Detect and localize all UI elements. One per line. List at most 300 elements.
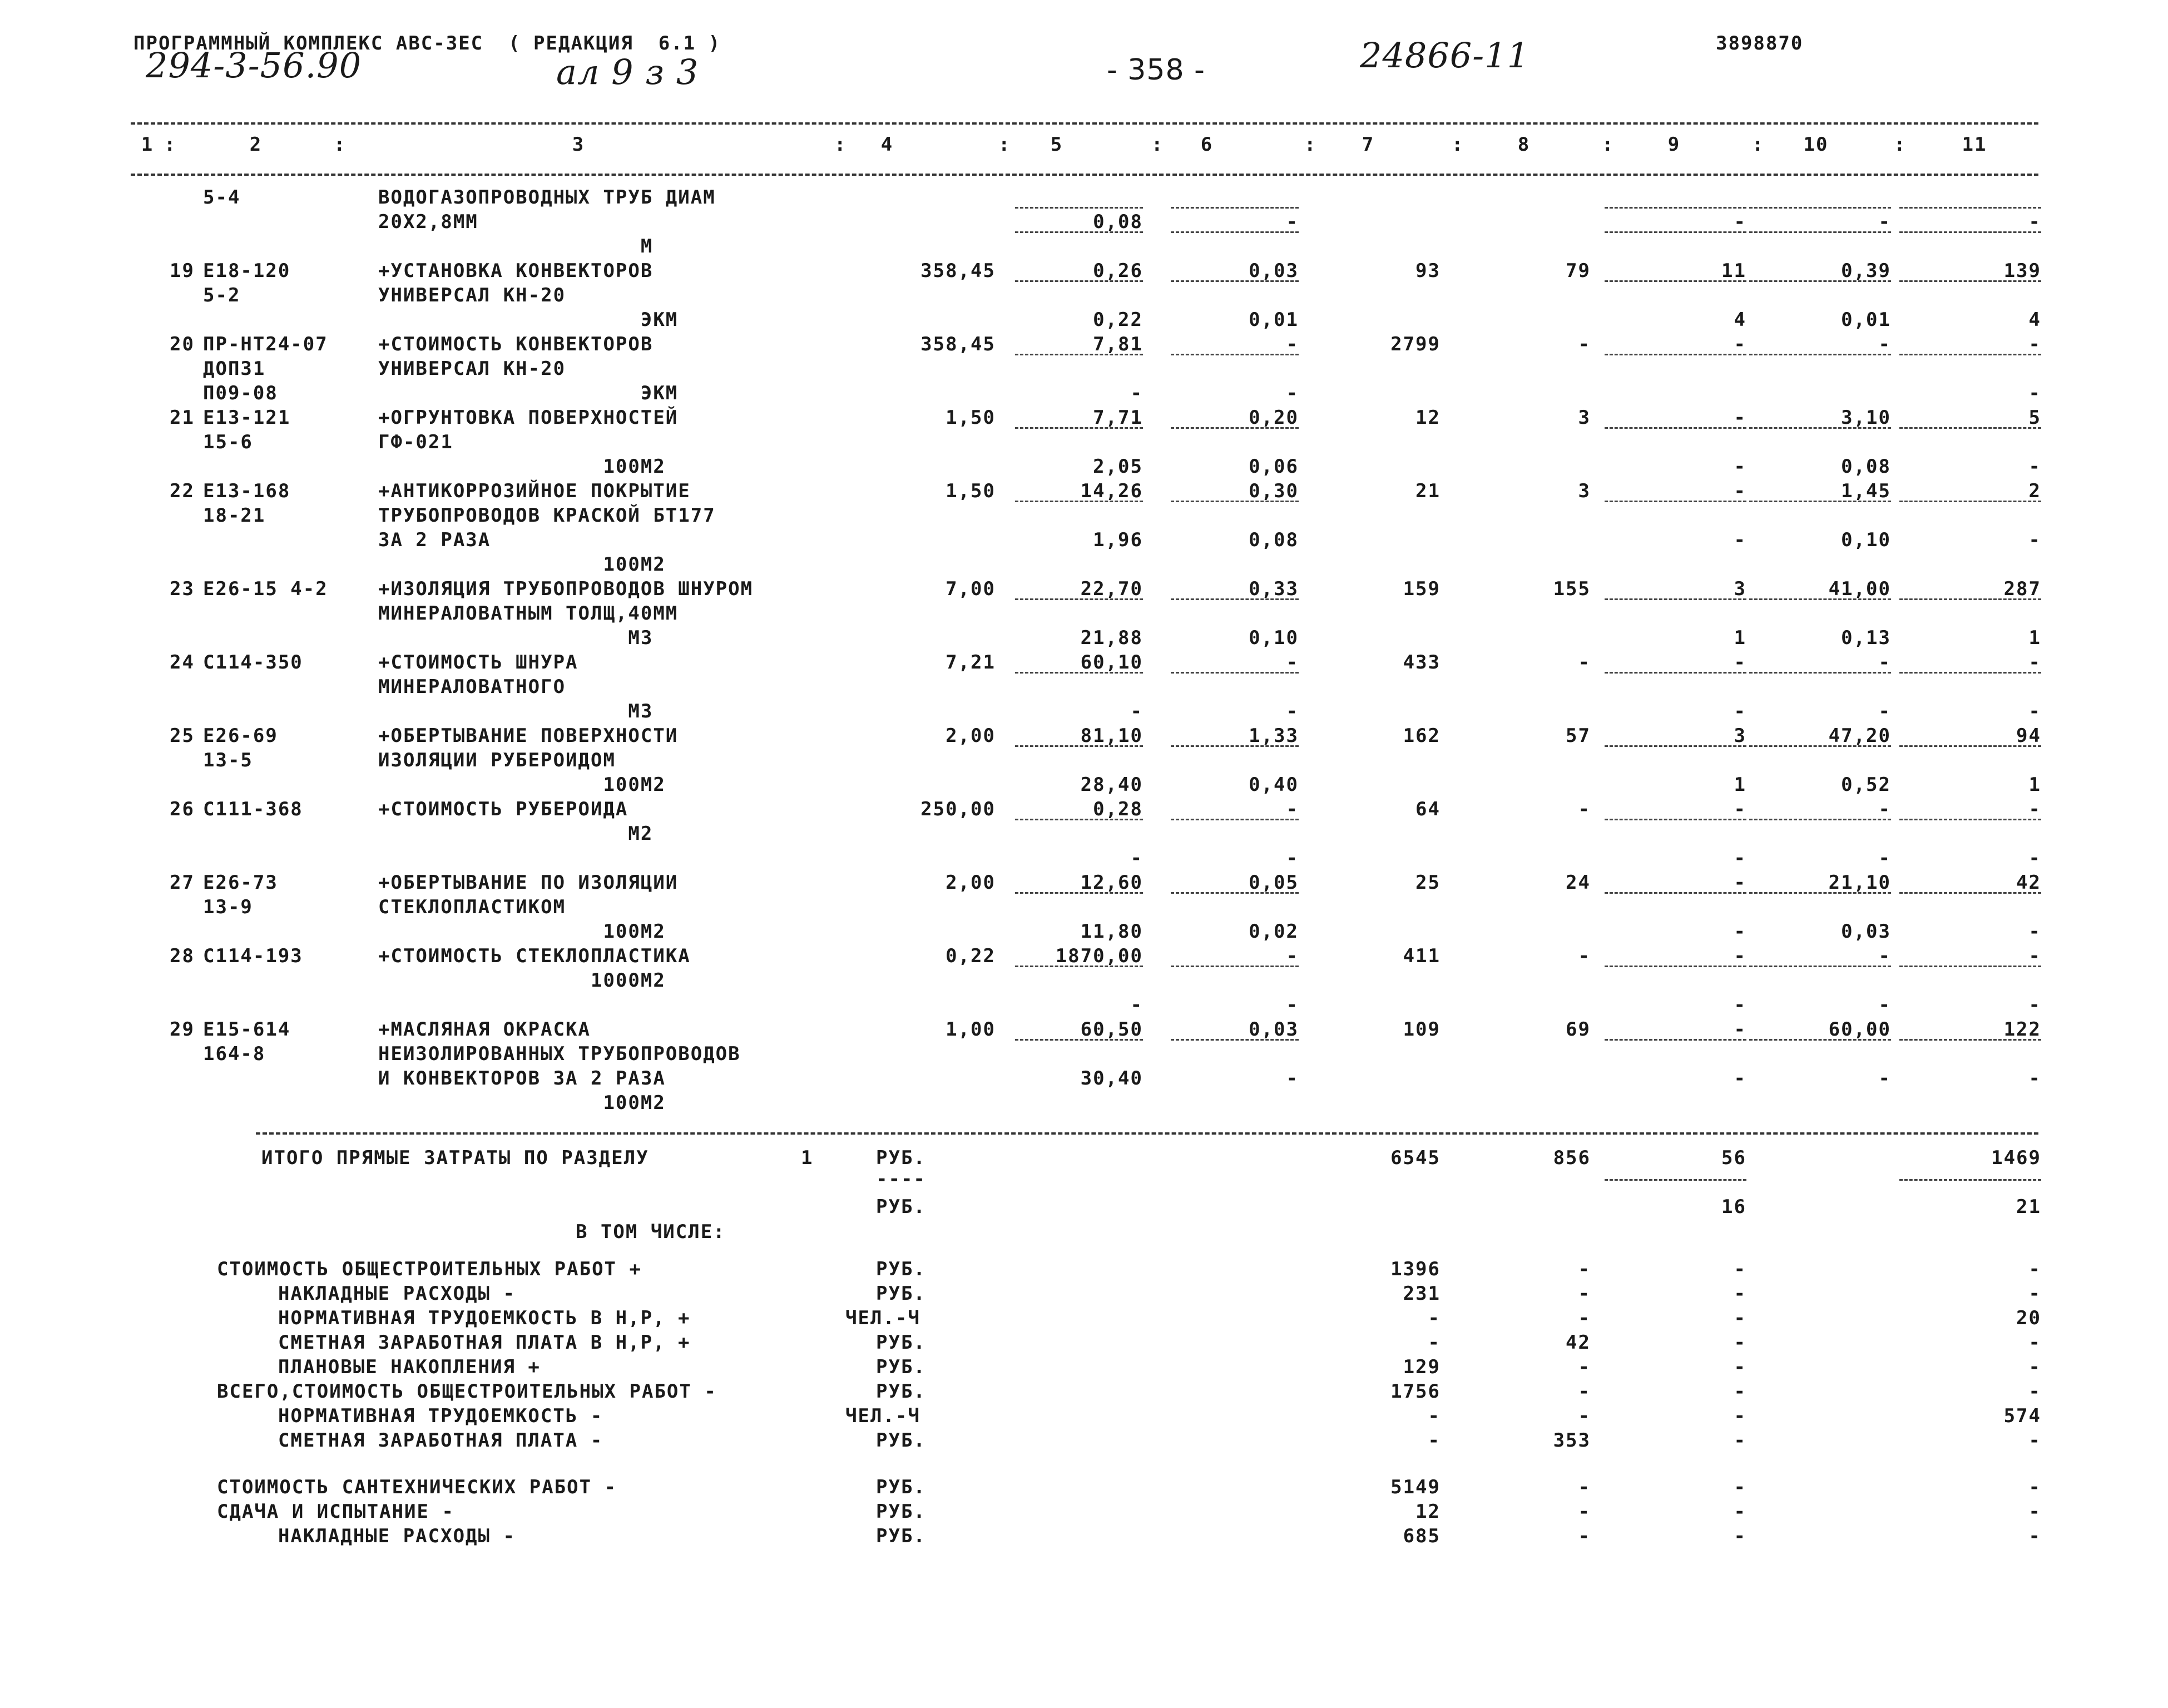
cell-divider xyxy=(1015,672,1143,674)
cell-col2: Е26-69 xyxy=(203,725,278,747)
cell-col3: 100М2 xyxy=(378,920,666,943)
cell-col5: 1870,00 xyxy=(1055,945,1143,967)
cell-col6: - xyxy=(1286,847,1299,869)
cell-col5: 60,50 xyxy=(1080,1018,1143,1041)
column-header-11: 11 xyxy=(1962,133,1987,156)
cell-col7: 64 xyxy=(1415,798,1441,820)
cell-col10: - xyxy=(1878,333,1891,355)
cell-divider xyxy=(1899,1039,2041,1041)
cell-col11: - xyxy=(2028,529,2041,551)
cell-col4: 358,45 xyxy=(920,260,996,282)
cell-divider xyxy=(1749,672,1891,674)
cell-col5: - xyxy=(1130,994,1143,1016)
summary-label: СДАЧА И ИСПЫТАНИЕ - xyxy=(217,1501,454,1523)
cell-col3: М2 xyxy=(378,823,654,845)
cell-col9: - xyxy=(1734,700,1746,722)
cell-col8: - xyxy=(1578,651,1591,674)
summary-col7: 12 xyxy=(1415,1501,1441,1523)
cell-col5: 60,10 xyxy=(1080,651,1143,674)
summary-col7: 5149 xyxy=(1390,1476,1441,1498)
cell-col3: М3 xyxy=(378,627,654,649)
summary-col9: - xyxy=(1734,1429,1746,1452)
cell-col10: - xyxy=(1878,798,1891,820)
summary-label: СМЕТНАЯ ЗАРАБОТНАЯ ПЛАТА В Н,Р, + xyxy=(278,1331,691,1354)
cell-col8: 79 xyxy=(1566,260,1591,282)
cell-col7: 162 xyxy=(1403,725,1441,747)
cell-col11: 122 xyxy=(2003,1018,2041,1041)
summary-unit: РУБ. xyxy=(876,1501,926,1523)
cell-col3: СТЕКЛОПЛАСТИКОМ xyxy=(378,896,566,918)
cell-divider xyxy=(1171,231,1299,233)
cell-col10: - xyxy=(1878,651,1891,674)
cell-divider xyxy=(1171,207,1299,209)
summary-unit: РУБ. xyxy=(876,1331,926,1354)
cell-divider xyxy=(1015,1039,1143,1041)
totals-labor: 1469 xyxy=(1991,1147,2041,1169)
cell-divider xyxy=(1749,231,1891,233)
summary-col9: - xyxy=(1734,1331,1746,1354)
cell-col5: 7,71 xyxy=(1093,407,1143,429)
cell-col6: - xyxy=(1286,211,1299,233)
cell-col4: 358,45 xyxy=(920,333,996,355)
cell-divider xyxy=(1899,672,2041,674)
cell-col5: 12,60 xyxy=(1080,872,1143,894)
summary-col11: - xyxy=(2028,1356,2041,1378)
handwritten-estimate-number: 24866-11 xyxy=(1360,35,1530,76)
summary-unit: РУБ. xyxy=(876,1525,926,1547)
cell-col5: - xyxy=(1130,847,1143,869)
cell-divider xyxy=(1171,598,1299,600)
summary-col8: - xyxy=(1578,1476,1591,1498)
cell-col8: - xyxy=(1578,798,1591,820)
cell-col5: 28,40 xyxy=(1080,774,1143,796)
cell-col10: 0,03 xyxy=(1841,920,1891,943)
cell-divider xyxy=(1015,427,1143,429)
summary-unit: ЧЕЛ.-Ч xyxy=(845,1307,920,1329)
cell-divider xyxy=(1171,672,1299,674)
cell-col6: 0,30 xyxy=(1249,480,1299,502)
summary-col8: - xyxy=(1578,1356,1591,1378)
cell-col1: 26 xyxy=(170,798,195,820)
summary-col7: 129 xyxy=(1403,1356,1441,1378)
table-top-rule xyxy=(131,122,2038,125)
cell-col7: 109 xyxy=(1403,1018,1441,1041)
summary-col7: 685 xyxy=(1403,1525,1441,1547)
cell-col10: 0,10 xyxy=(1841,529,1891,551)
cell-col3: +СТОИМОСТЬ ШНУРА xyxy=(378,651,578,674)
cell-divider xyxy=(1015,819,1143,820)
cell-col6: 0,40 xyxy=(1249,774,1299,796)
cell-divider xyxy=(1015,501,1143,502)
cell-col2: 13-9 xyxy=(203,896,253,918)
cell-col6: 0,03 xyxy=(1249,1018,1299,1041)
cell-col11: - xyxy=(2028,651,2041,674)
cell-divider xyxy=(1015,207,1143,209)
cell-col9: - xyxy=(1734,529,1746,551)
cell-col1: 22 xyxy=(170,480,195,502)
summary-col9: - xyxy=(1734,1525,1746,1547)
cell-col7: 21 xyxy=(1415,480,1441,502)
column-header-7: 7 xyxy=(1362,133,1375,156)
summary-label: НАКЛАДНЫЕ РАСХОДЫ - xyxy=(278,1525,516,1547)
summary-label: СТОИМОСТЬ ОБЩЕСТРОИТЕЛЬНЫХ РАБОТ + xyxy=(217,1258,642,1280)
cell-col6: 0,10 xyxy=(1249,627,1299,649)
cell-col8: 24 xyxy=(1566,872,1591,894)
cell-divider xyxy=(1171,966,1299,967)
summary-label: НОРМАТИВНАЯ ТРУДОЕМКОСТЬ В Н,Р, + xyxy=(278,1307,691,1329)
cell-col3: +СТОИМОСТЬ КОНВЕКТОРОВ xyxy=(378,333,654,355)
totals-dashes: ---- xyxy=(876,1168,926,1190)
summary-col11: - xyxy=(2028,1525,2041,1547)
cell-divider xyxy=(1605,672,1746,674)
cell-divider xyxy=(1899,598,2041,600)
summary-col11: - xyxy=(2028,1476,2041,1498)
cell-col6: - xyxy=(1286,382,1299,404)
summary-col7: - xyxy=(1428,1331,1441,1354)
cell-divider xyxy=(1605,231,1746,233)
cell-col6: - xyxy=(1286,333,1299,355)
cell-col5: 81,10 xyxy=(1080,725,1143,747)
cell-col3: УНИВЕРСАЛ КН-20 xyxy=(378,358,566,380)
summary-label: ВСЕГО,СТОИМОСТЬ ОБЩЕСТРОИТЕЛЬНЫХ РАБОТ - xyxy=(217,1380,717,1403)
summary-col11: 574 xyxy=(2003,1405,2041,1427)
summary-col9: - xyxy=(1734,1283,1746,1305)
cell-col10: - xyxy=(1878,211,1891,233)
totals-wages: 856 xyxy=(1553,1147,1591,1169)
cell-col3: МИНЕРАЛОВАТНОГО xyxy=(378,676,566,698)
cell-col9: - xyxy=(1734,456,1746,478)
cell-col11: 42 xyxy=(2016,872,2041,894)
cell-col11: - xyxy=(2028,945,2041,967)
summary-col8: - xyxy=(1578,1501,1591,1523)
cell-divider xyxy=(1171,501,1299,502)
cell-col3: 100М2 xyxy=(378,1092,666,1114)
cell-col9: - xyxy=(1734,211,1746,233)
cell-col3: УНИВЕРСАЛ КН-20 xyxy=(378,284,566,306)
totals-section: 1 xyxy=(801,1147,814,1169)
cell-divider xyxy=(1749,892,1891,894)
cell-divider xyxy=(1749,280,1891,282)
cell-col3: +УСТАНОВКА КОНВЕКТОРОВ xyxy=(378,260,654,282)
totals-machines-wage: 16 xyxy=(1721,1196,1746,1218)
cell-col11: - xyxy=(2028,333,2041,355)
cell-col2: Е26-15 4-2 xyxy=(203,578,328,600)
cell-col1: 27 xyxy=(170,872,195,894)
summary-unit: РУБ. xyxy=(876,1476,926,1498)
cell-divider xyxy=(1605,354,1746,355)
cell-col3: 100М2 xyxy=(378,774,666,796)
cell-col7: 2799 xyxy=(1390,333,1441,355)
summary-col9: - xyxy=(1734,1380,1746,1403)
cell-divider xyxy=(1605,892,1746,894)
cell-divider xyxy=(1015,598,1143,600)
cell-col2: П09-08 xyxy=(203,382,278,404)
cell-col3: +АНТИКОРРОЗИЙНОЕ ПОКРЫТИЕ xyxy=(378,480,691,502)
summary-col8: 42 xyxy=(1566,1331,1591,1354)
cell-col6: - xyxy=(1286,994,1299,1016)
cell-col3: +ИЗОЛЯЦИЯ ТРУБОПРОВОДОВ ШНУРОМ xyxy=(378,578,754,600)
cell-col5: 2,05 xyxy=(1093,456,1143,478)
cell-col3: МИНЕРАЛОВАТНЫМ ТОЛЩ,40ММ xyxy=(378,602,679,625)
cell-col3: 100М2 xyxy=(378,456,666,478)
cell-col2: С114-350 xyxy=(203,651,303,674)
cell-col4: 1,50 xyxy=(946,480,996,502)
cell-col10: 0,52 xyxy=(1841,774,1891,796)
column-separator: : xyxy=(164,133,177,156)
cell-divider xyxy=(1899,427,2041,429)
column-separator: : xyxy=(1452,133,1464,156)
cell-col11: 1 xyxy=(2028,627,2041,649)
cell-col4: 1,00 xyxy=(946,1018,996,1041)
cell-col3: ВОДОГАЗОПРОВОДНЫХ ТРУБ ДИАМ xyxy=(378,186,716,209)
column-header-3: 3 xyxy=(572,133,585,156)
column-header-10: 10 xyxy=(1803,133,1829,156)
summary-col9: - xyxy=(1734,1405,1746,1427)
column-separator: : xyxy=(998,133,1011,156)
cell-col6: - xyxy=(1286,700,1299,722)
summary-col11: - xyxy=(2028,1501,2041,1523)
cell-divider xyxy=(1605,501,1746,502)
cell-col10: 0,39 xyxy=(1841,260,1891,282)
cell-divider xyxy=(1171,280,1299,282)
cell-col11: 4 xyxy=(2028,309,2041,331)
cell-col3: +ОБЕРТЫВАНИЕ ПОВЕРХНОСТИ xyxy=(378,725,679,747)
cell-divider xyxy=(1171,745,1299,747)
cell-col6: 0,08 xyxy=(1249,529,1299,551)
cell-col4: 2,00 xyxy=(946,872,996,894)
cell-divider xyxy=(1749,598,1891,600)
cell-divider xyxy=(1605,745,1746,747)
cell-col6: 1,33 xyxy=(1249,725,1299,747)
cell-col1: 19 xyxy=(170,260,195,282)
cell-col9: - xyxy=(1734,651,1746,674)
summary-label: ПЛАНОВЫЕ НАКОПЛЕНИЯ + xyxy=(278,1356,541,1378)
column-separator: : xyxy=(1151,133,1164,156)
cell-col6: - xyxy=(1286,798,1299,820)
cell-col3: +МАСЛЯНАЯ ОКРАСКА xyxy=(378,1018,591,1041)
cell-col1: 24 xyxy=(170,651,195,674)
cell-divider xyxy=(1605,1039,1746,1041)
summary-col7: - xyxy=(1428,1405,1441,1427)
cell-col5: 11,80 xyxy=(1080,920,1143,943)
cell-divider xyxy=(1605,280,1746,282)
column-header-5: 5 xyxy=(1050,133,1063,156)
summary-unit: РУБ. xyxy=(876,1258,926,1280)
cell-col8: 3 xyxy=(1578,480,1591,502)
cell-col1: 25 xyxy=(170,725,195,747)
cell-col10: 41,00 xyxy=(1828,578,1891,600)
document-code: 3898870 xyxy=(1716,32,1804,55)
cell-col9: - xyxy=(1734,872,1746,894)
cell-col9: 3 xyxy=(1734,725,1746,747)
cell-col8: 155 xyxy=(1553,578,1591,600)
cell-col6: - xyxy=(1286,1067,1299,1090)
cell-col10: 60,00 xyxy=(1828,1018,1891,1041)
cell-col10: - xyxy=(1878,945,1891,967)
cell-col6: 0,01 xyxy=(1249,309,1299,331)
totals-total-cost: 6545 xyxy=(1390,1147,1441,1169)
cell-col6: 0,05 xyxy=(1249,872,1299,894)
totals-rule-9 xyxy=(1605,1179,1746,1181)
column-separator: : xyxy=(834,133,847,156)
cell-divider xyxy=(1899,819,2041,820)
summary-label: СМЕТНАЯ ЗАРАБОТНАЯ ПЛАТА - xyxy=(278,1429,603,1452)
cell-col9: 4 xyxy=(1734,309,1746,331)
table-header-rule xyxy=(131,174,2038,176)
summary-col11: - xyxy=(2028,1331,2041,1354)
cell-col9: 1 xyxy=(1734,627,1746,649)
summary-col9: - xyxy=(1734,1501,1746,1523)
cell-col2: Е18-120 xyxy=(203,260,291,282)
column-separator: : xyxy=(1894,133,1907,156)
summary-col11: - xyxy=(2028,1283,2041,1305)
cell-divider xyxy=(1899,231,2041,233)
cell-col9: - xyxy=(1734,333,1746,355)
totals-rule-11 xyxy=(1899,1179,2041,1181)
cell-divider xyxy=(1899,966,2041,967)
cell-col2: ПР-НТ24-07 xyxy=(203,333,328,355)
cell-col8: - xyxy=(1578,333,1591,355)
totals-label: ИТОГО ПРЯМЫЕ ЗАТРАТЫ ПО РАЗДЕЛУ xyxy=(261,1147,649,1169)
cell-col3: 100М2 xyxy=(378,553,666,576)
cell-col2: 5-2 xyxy=(203,284,241,306)
cell-col5: 21,88 xyxy=(1080,627,1143,649)
summary-col11: - xyxy=(2028,1429,2041,1452)
cell-col9: - xyxy=(1734,994,1746,1016)
cell-col11: - xyxy=(2028,700,2041,722)
cell-divider xyxy=(1899,207,2041,209)
cell-col6: 0,03 xyxy=(1249,260,1299,282)
summary-col8: - xyxy=(1578,1525,1591,1547)
cell-col11: - xyxy=(2028,798,2041,820)
summary-col9: - xyxy=(1734,1476,1746,1498)
cell-col9: - xyxy=(1734,945,1746,967)
cell-divider xyxy=(1171,354,1299,355)
cell-divider xyxy=(1015,280,1143,282)
cell-col5: 1,96 xyxy=(1093,529,1143,551)
summary-col9: - xyxy=(1734,1258,1746,1280)
summary-col8: - xyxy=(1578,1258,1591,1280)
cell-col9: 1 xyxy=(1734,774,1746,796)
cell-col9: - xyxy=(1734,920,1746,943)
cell-col5: 0,26 xyxy=(1093,260,1143,282)
cell-col2: 15-6 xyxy=(203,431,253,453)
column-separator: : xyxy=(1752,133,1765,156)
column-header-8: 8 xyxy=(1517,133,1531,156)
cell-col7: 159 xyxy=(1403,578,1441,600)
summary-col8: - xyxy=(1578,1405,1591,1427)
cell-col8: 69 xyxy=(1566,1018,1591,1041)
cell-divider xyxy=(1899,354,2041,355)
cell-col2: Е15-614 xyxy=(203,1018,291,1041)
cell-col4: 2,00 xyxy=(946,725,996,747)
cell-col2: 13-5 xyxy=(203,749,253,771)
column-separator: : xyxy=(334,133,347,156)
cell-col10: - xyxy=(1878,1067,1891,1090)
cell-col4: 7,00 xyxy=(946,578,996,600)
cell-col2: Е26-73 xyxy=(203,872,278,894)
cell-col11: - xyxy=(2028,847,2041,869)
totals-machines: 56 xyxy=(1721,1147,1746,1169)
cell-col3: +СТОИМОСТЬ СТЕКЛОПЛАСТИКА xyxy=(378,945,691,967)
summary-col8: 353 xyxy=(1553,1429,1591,1452)
cell-col10: 0,13 xyxy=(1841,627,1891,649)
cell-col8: 3 xyxy=(1578,407,1591,429)
totals-unit-wage: РУБ. xyxy=(876,1196,926,1218)
cell-col11: - xyxy=(2028,1067,2041,1090)
cell-col7: 25 xyxy=(1415,872,1441,894)
summary-col8: - xyxy=(1578,1307,1591,1329)
cell-divider xyxy=(1171,427,1299,429)
summary-label: НОРМАТИВНАЯ ТРУДОЕМКОСТЬ - xyxy=(278,1405,603,1427)
cell-col3: ГФ-021 xyxy=(378,431,453,453)
cell-col3: М xyxy=(378,235,654,258)
cell-divider xyxy=(1171,1039,1299,1041)
cell-col2: Е13-121 xyxy=(203,407,291,429)
cell-col3: М3 xyxy=(378,700,654,722)
cell-col4: 250,00 xyxy=(920,798,996,820)
handwritten-project-number: 294-3-56.90 xyxy=(146,45,362,86)
cell-col5: - xyxy=(1130,700,1143,722)
cell-divider xyxy=(1899,892,2041,894)
cell-col11: 94 xyxy=(2016,725,2041,747)
column-separator: : xyxy=(1304,133,1317,156)
cell-col3: 20Х2,8ММ xyxy=(378,211,478,233)
cell-col5: - xyxy=(1130,382,1143,404)
cell-divider xyxy=(1605,598,1746,600)
cell-divider xyxy=(1015,892,1143,894)
cell-col9: - xyxy=(1734,407,1746,429)
cell-col2: С111-368 xyxy=(203,798,303,820)
summary-col9: - xyxy=(1734,1307,1746,1329)
cell-col9: - xyxy=(1734,1018,1746,1041)
cell-col11: 5 xyxy=(2028,407,2041,429)
column-header-1: 1 xyxy=(141,133,154,156)
cell-col6: 0,20 xyxy=(1249,407,1299,429)
summary-col8: - xyxy=(1578,1283,1591,1305)
cell-divider xyxy=(1015,231,1143,233)
column-header-4: 4 xyxy=(880,133,894,156)
cell-divider xyxy=(1899,745,2041,747)
cell-divider xyxy=(1015,966,1143,967)
cell-col6: 0,02 xyxy=(1249,920,1299,943)
cell-col10: - xyxy=(1878,994,1891,1016)
summary-unit: ЧЕЛ.-Ч xyxy=(845,1405,920,1427)
cell-col11: - xyxy=(2028,456,2041,478)
summary-label: СТОИМОСТЬ САНТЕХНИЧЕСКИХ РАБОТ - xyxy=(217,1476,617,1498)
cell-col3: +ОБЕРТЫВАНИЕ ПО ИЗОЛЯЦИИ xyxy=(378,872,679,894)
summary-unit: РУБ. xyxy=(876,1429,926,1452)
cell-col10: 0,01 xyxy=(1841,309,1891,331)
cell-divider xyxy=(1605,966,1746,967)
cell-divider xyxy=(1605,427,1746,429)
cell-col5: 0,22 xyxy=(1093,309,1143,331)
cell-col6: - xyxy=(1286,651,1299,674)
cell-col3: +СТОИМОСТЬ РУБЕРОИДА xyxy=(378,798,628,820)
cell-divider xyxy=(1749,745,1891,747)
cell-divider xyxy=(1899,501,2041,502)
page-number: - 358 - xyxy=(1107,53,1205,87)
cell-col3: ЭКМ xyxy=(378,309,679,331)
totals-unit: РУБ. xyxy=(876,1147,926,1169)
cell-col2: 164-8 xyxy=(203,1043,266,1065)
column-separator: : xyxy=(1602,133,1615,156)
cell-col10: 0,08 xyxy=(1841,456,1891,478)
column-header-2: 2 xyxy=(249,133,263,156)
cell-col7: 411 xyxy=(1403,945,1441,967)
column-header-9: 9 xyxy=(1667,133,1681,156)
including-heading: В ТОМ ЧИСЛЕ: xyxy=(576,1221,726,1243)
